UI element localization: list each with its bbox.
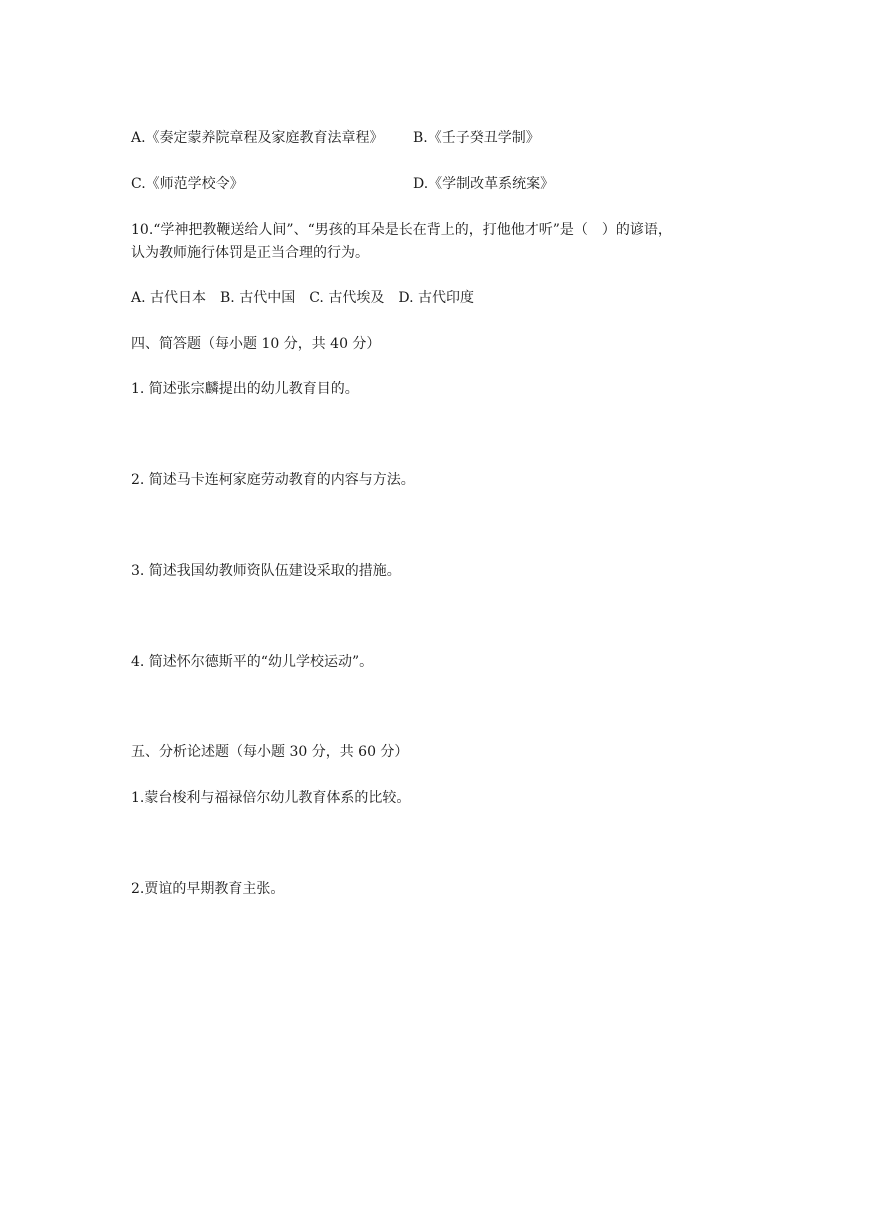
section5-title: 五、分析论述题（每小题 30 分，共 60 分） bbox=[131, 744, 409, 760]
q10-option-c: C. 古代埃及 bbox=[309, 290, 385, 306]
q9-option-b: B.《壬子癸丑学制》 bbox=[413, 130, 540, 146]
section4-question-3: 3. 简述我国幼教师资队伍建设采取的措施。 bbox=[131, 563, 401, 579]
q10-option-b: B. 古代中国 bbox=[220, 290, 296, 306]
section4-question-2: 2. 简述马卡连柯家庭劳动教育的内容与方法。 bbox=[131, 472, 415, 488]
section4-question-4: 4. 简述怀尔德斯平的“幼儿学校运动”。 bbox=[131, 654, 374, 670]
q10-option-a: A. 古代日本 bbox=[131, 290, 207, 306]
q10-stem-line2: 认为教师施行体罚是正当合理的行为。 bbox=[131, 245, 369, 261]
section5-question-1: 1.蒙台梭利与福禄倍尔幼儿教育体系的比较。 bbox=[131, 790, 411, 806]
q10-stem-line1: 10.“学神把教鞭送给人间”、“男孩的耳朵是长在背上的，打他他才听”是（ ）的谚语， bbox=[131, 222, 672, 238]
q9-option-a: A.《奏定蒙养院章程及家庭教育法章程》 bbox=[131, 130, 384, 146]
q9-option-d: D.《学制改革系统案》 bbox=[413, 176, 555, 192]
section4-question-1: 1. 简述张宗麟提出的幼儿教育目的。 bbox=[131, 381, 359, 397]
q9-option-c: C.《师范学校令》 bbox=[131, 176, 244, 192]
q10-options bbox=[131, 288, 488, 308]
section5-question-2: 2.贾谊的早期教育主张。 bbox=[131, 881, 285, 897]
section4-title: 四、简答题（每小题 10 分，共 40 分） bbox=[131, 336, 381, 352]
q10-option-d: D. 古代印度 bbox=[398, 290, 474, 306]
